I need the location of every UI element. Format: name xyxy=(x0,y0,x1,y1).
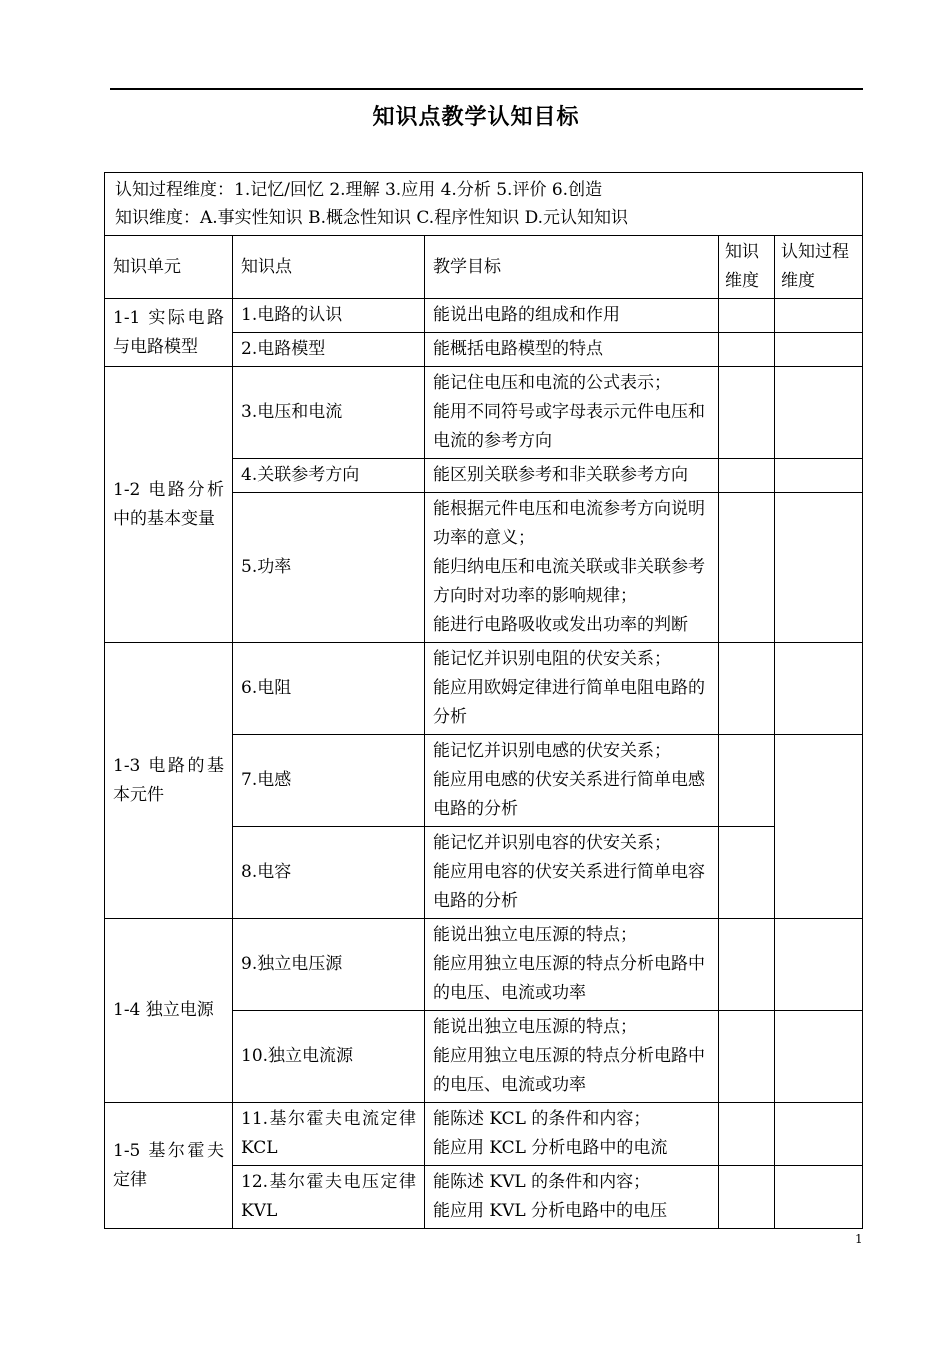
process-dim-cell xyxy=(775,493,863,643)
knowledge-dim-cell xyxy=(719,459,775,493)
goal-cell xyxy=(425,333,719,367)
legend-cell xyxy=(105,173,863,236)
process-dim-cell xyxy=(775,1166,863,1229)
point-cell: 5.功率 xyxy=(233,493,425,643)
process-dim-cell xyxy=(775,459,863,493)
goal-cell xyxy=(425,919,719,1011)
goal-cell xyxy=(425,493,719,643)
goal-line: 能应用电容的伏安关系进行简单电容电路的分析 xyxy=(433,862,705,911)
point-cell: 10.独立电流源 xyxy=(233,1011,425,1103)
process-dim-cell xyxy=(775,643,863,735)
knowledge-dim-cell xyxy=(719,1011,775,1103)
goal-line: 能陈述 KVL 的条件和内容； xyxy=(433,1172,651,1192)
header-point: 知识点 xyxy=(233,236,425,299)
point-cell: 4.关联参考方向 xyxy=(233,459,425,493)
goal-line: 能应用 KVL 分析电路中的电压 xyxy=(433,1201,668,1221)
point-cell: 11.基尔霍夫电流定律 KCL xyxy=(233,1103,425,1166)
goal-line: 能应用独立电压源的特点分析电路中的电压、电流或功率 xyxy=(433,954,705,1003)
goal-line: 能应用电感的伏安关系进行简单电感电路的分析 xyxy=(433,770,705,819)
point-cell: 6.电阻 xyxy=(233,643,425,735)
goal-cell xyxy=(425,299,719,333)
goal-line: 能根据元件电压和电流参考方向说明功率的意义； xyxy=(433,499,705,548)
goal-line: 能说出独立电压源的特点； xyxy=(433,1017,637,1037)
point-cell: 8.电容 xyxy=(233,827,425,919)
goal-cell xyxy=(425,1103,719,1166)
process-dim-cell xyxy=(775,1011,863,1103)
goal-cell xyxy=(425,459,719,493)
goal-line: 能应用 KCL 分析电路中的电流 xyxy=(433,1138,668,1158)
point-cell: 9.独立电压源 xyxy=(233,919,425,1011)
goal-line: 能记住电压和电流的公式表示； xyxy=(433,373,671,393)
header-knowledge-dim: 知识维度 xyxy=(719,236,775,299)
header-unit: 知识单元 xyxy=(105,236,233,299)
goal-cell xyxy=(425,643,719,735)
goal-line: 能归纳电压和电流关联或非关联参考方向时对功率的影响规律； xyxy=(433,557,705,606)
point-cell: 1.电路的认识 xyxy=(233,299,425,333)
legend-line-process: 认知过程维度：1.记忆/回忆 2.理解 3.应用 4.分析 5.评价 6.创造 xyxy=(115,180,603,200)
knowledge-dim-cell xyxy=(719,1166,775,1229)
page-title: 知识点教学认知目标 xyxy=(372,104,580,130)
header-goal: 教学目标 xyxy=(425,236,719,299)
goal-line: 能说出电路的组成和作用 xyxy=(433,305,620,325)
table-row xyxy=(105,643,863,735)
unit-cell: 1-4 独立电源 xyxy=(105,919,233,1103)
point-cell: 7.电感 xyxy=(233,735,425,827)
goal-cell xyxy=(425,827,719,919)
process-dim-cell xyxy=(775,735,863,919)
knowledge-dim-cell xyxy=(719,735,775,827)
knowledge-dim-cell xyxy=(719,333,775,367)
process-dim-cell xyxy=(775,367,863,459)
goal-line: 能说出独立电压源的特点； xyxy=(433,925,637,945)
legend-row xyxy=(105,173,863,236)
table-row xyxy=(105,919,863,1011)
point-cell: 2.电路模型 xyxy=(233,333,425,367)
goal-cell xyxy=(425,1011,719,1103)
goal-cell xyxy=(425,367,719,459)
goal-line: 能记忆并识别电阻的伏安关系； xyxy=(433,649,671,669)
table-row xyxy=(105,299,863,333)
goal-line: 能用不同符号或字母表示元件电压和电流的参考方向 xyxy=(433,402,705,451)
process-dim-cell xyxy=(775,299,863,333)
table-row xyxy=(105,1103,863,1166)
legend-line-knowledge: 知识维度：A.事实性知识 B.概念性知识 C.程序性知识 D.元认知知识 xyxy=(115,208,629,228)
unit-cell: 1-3 电路的基本元件 xyxy=(105,643,233,919)
goal-line: 能概括电路模型的特点 xyxy=(433,339,603,359)
knowledge-dim-cell xyxy=(719,299,775,333)
header-process-dim: 认知过程维度 xyxy=(775,236,863,299)
unit-cell: 1-1 实际电路与电路模型 xyxy=(105,299,233,367)
goal-line: 能记忆并识别电容的伏安关系； xyxy=(433,833,671,853)
page-number: 1 xyxy=(855,1232,863,1246)
goal-line: 能应用欧姆定律进行简单电阻电路的分析 xyxy=(433,678,705,727)
process-dim-cell xyxy=(775,919,863,1011)
table-row xyxy=(105,367,863,459)
unit-cell: 1-2 电路分析中的基本变量 xyxy=(105,367,233,643)
goal-line: 能区别关联参考和非关联参考方向 xyxy=(433,465,688,485)
knowledge-dim-cell xyxy=(719,919,775,1011)
knowledge-dim-cell xyxy=(719,643,775,735)
goal-line: 能记忆并识别电感的伏安关系； xyxy=(433,741,671,761)
point-cell: 3.电压和电流 xyxy=(233,367,425,459)
unit-cell: 1-5 基尔霍夫定律 xyxy=(105,1103,233,1229)
process-dim-cell xyxy=(775,333,863,367)
knowledge-dim-cell xyxy=(719,493,775,643)
objectives-table xyxy=(104,172,863,1229)
knowledge-dim-cell xyxy=(719,1103,775,1166)
top-rule xyxy=(110,88,863,90)
goal-line: 能进行电路吸收或发出功率的判断 xyxy=(433,615,688,635)
goal-line: 能应用独立电压源的特点分析电路中的电压、电流或功率 xyxy=(433,1046,705,1095)
point-cell: 12.基尔霍夫电压定律 KVL xyxy=(233,1166,425,1229)
goal-cell xyxy=(425,735,719,827)
goal-cell xyxy=(425,1166,719,1229)
knowledge-dim-cell xyxy=(719,827,775,919)
header-row xyxy=(105,236,863,299)
knowledge-dim-cell xyxy=(719,367,775,459)
process-dim-cell xyxy=(775,1103,863,1166)
goal-line: 能陈述 KCL 的条件和内容； xyxy=(433,1109,651,1129)
